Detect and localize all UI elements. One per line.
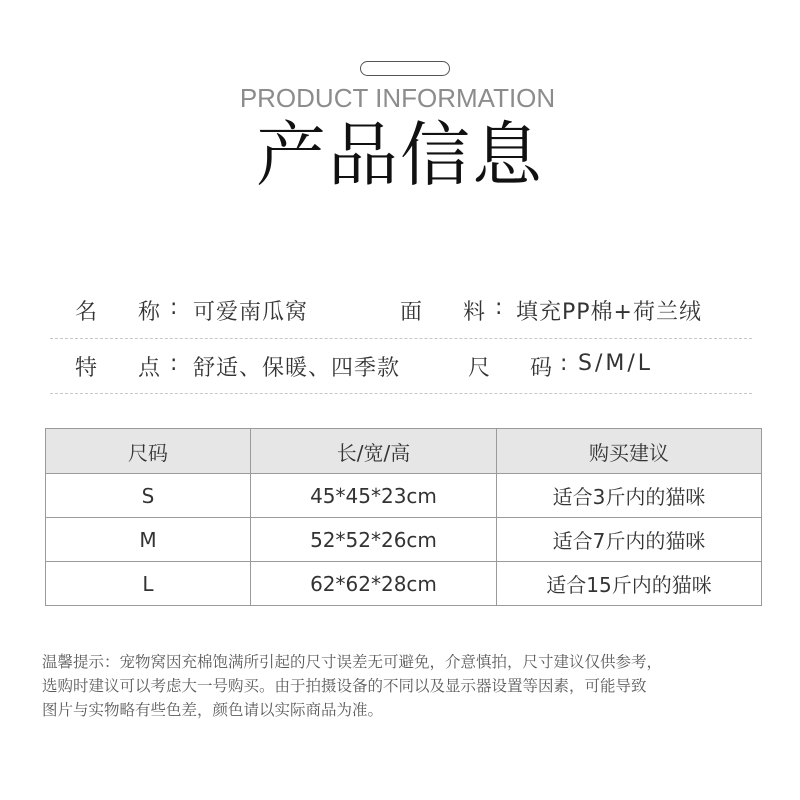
note-line: 选购时建议可以考虑大一号购买。由于拍摄设备的不同以及显示器设置等因素，可能导致 [42, 677, 647, 695]
value-material: 填充PP棉+荷兰绒 [516, 300, 702, 325]
info-row-feature-size [50, 339, 752, 394]
label-feature-char1: 特 [75, 356, 99, 381]
table-row [46, 474, 762, 518]
value-size: S/M/L [578, 351, 654, 376]
decorative-pill-icon [360, 61, 450, 76]
label-name-char2: 称 [138, 300, 162, 325]
cell-dimensions: 45*45*23cm [251, 474, 497, 518]
value-name: 可爱南瓜窝 [193, 300, 309, 325]
label-colon: : [495, 295, 504, 320]
info-row-name-material [50, 283, 752, 339]
column-header-size: 尺码 [46, 429, 251, 474]
page-subtitle: PRODUCT INFORMATION [239, 83, 556, 113]
value-feature: 舒适、保暖、四季款 [193, 356, 401, 381]
table-row [46, 518, 762, 562]
disclaimer-note [42, 650, 772, 722]
cell-recommendation: 适合3斤内的猫咪 [497, 474, 762, 518]
table-header-row [46, 429, 762, 474]
cell-dimensions: 62*62*28cm [251, 562, 497, 606]
label-colon: : [560, 351, 569, 376]
cell-dimensions: 52*52*26cm [251, 518, 497, 562]
label-material-char1: 面 [400, 300, 424, 325]
label-size-char1: 尺 [468, 356, 492, 381]
column-header-dimensions: 长/宽/高 [251, 429, 497, 474]
note-line: 图片与实物略有些色差，颜色请以实际商品为准。 [42, 701, 384, 719]
label-feature-char2: 点 [138, 356, 162, 381]
cell-recommendation: 适合15斤内的猫咪 [497, 562, 762, 606]
table-row [46, 562, 762, 606]
cell-size: S [46, 474, 251, 518]
cell-recommendation: 适合7斤内的猫咪 [497, 518, 762, 562]
size-table [45, 428, 762, 606]
note-line: 温馨提示：宠物窝因充棉饱满所引起的尺寸误差无可避免，介意慎拍，尺寸建议仅供参考， [42, 653, 663, 671]
label-colon: : [170, 351, 179, 376]
dashed-divider [50, 393, 752, 394]
label-material-char2: 料 [463, 300, 487, 325]
label-size-char2: 码 [530, 356, 554, 381]
cell-size: L [46, 562, 251, 606]
page-title: 产品信息 [256, 114, 544, 196]
column-header-recommendation: 购买建议 [497, 429, 762, 474]
label-name-char1: 名 [75, 300, 99, 325]
cell-size: M [46, 518, 251, 562]
label-colon: : [170, 295, 179, 320]
